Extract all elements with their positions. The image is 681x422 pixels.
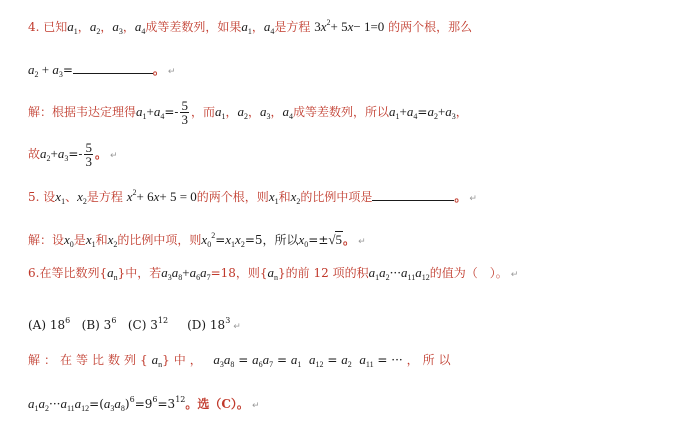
q5-period: 。: [454, 190, 467, 204]
q5-text: 设: [43, 190, 56, 204]
q4-sol-period: 。: [94, 147, 107, 161]
q5-text-3: 的两个根，则: [196, 190, 269, 204]
q6-sol-text-2: }中，: [162, 353, 206, 367]
q4-blank-eq: =: [62, 63, 73, 77]
q6-final-line: $a_1a_2\cdot\cdot\cdot a_{11}a_{12}=(a_3a_8)^6=9^6=3^{12}$。选（C）。 ↵: [28, 395, 260, 413]
q4-text-2: 成等差数列，如果: [145, 20, 242, 34]
q6-eq: =18，则{: [210, 266, 268, 280]
sqrt-5: 5: [335, 232, 343, 247]
q6-text-3: }的前 12 项的积: [278, 266, 369, 280]
q4-solution-line: 解：根据韦达定理得$a_1+a_4=-$ $\frac{5}{3}$ ，而$a_1$，$a_2$，$a_3$，$a_4$成等差数列，所以$a_1+a_4=a_2+a_3$，: [28, 98, 468, 127]
q5-line: 5. 设$x_1$、$x_2$是方程 $x^2+ 6x+ 5 = 0$的两个根，则$x_1$和$x_2$的比例中项是 。 ↵: [28, 188, 477, 206]
paragraph-mark-icon: ↵: [109, 151, 118, 161]
q4-text-4: 的两个根，那么: [388, 20, 473, 34]
q4-blank-line: $a_2 + a_3=$ 。 ↵: [28, 62, 176, 79]
option-d[interactable]: (D) $18^3$: [187, 316, 231, 332]
q5-eq2: + 5 = 0: [159, 189, 197, 204]
q4-sol-text-2: ，而: [190, 105, 215, 119]
q6-text-2: }中，若: [117, 266, 162, 280]
paragraph-mark-icon: ↵: [510, 270, 519, 280]
q5-sol-text-2: 是: [73, 233, 86, 247]
q4-eq-const: + 5: [330, 19, 348, 34]
q4-sol-text-3: 成等差数列，所以: [293, 105, 390, 119]
option-c[interactable]: (C) $3^{12}$: [127, 316, 169, 332]
paragraph-mark-icon: ↵: [469, 194, 477, 204]
q5-sol-eq2: =±: [308, 233, 329, 247]
fraction-5-3-b: $\frac{5}{3}$: [85, 140, 92, 169]
option-a[interactable]: (A) $18^6$: [28, 316, 71, 332]
q4-eq-tail: − 1=0: [353, 19, 385, 34]
q4-conclusion-text: 故: [28, 147, 41, 161]
option-b[interactable]: (B) $3^6$: [81, 316, 117, 332]
q5-solution-line: 解：设$x_0$是$x_1$和$x_2$的比例中项，则$x_0^2=x_1x_2=5$，所以$x_0=\pm√5$。 ↵: [28, 231, 366, 249]
q4-sol-neg: =-: [164, 105, 179, 119]
q6-sol-ellipsis: ···: [391, 353, 403, 367]
q5-text-5: 的比例中项是: [300, 190, 373, 204]
q5-text-4: 和: [278, 190, 291, 204]
q6-text-4: 的值为（ ）。: [429, 266, 508, 280]
q6-solution-text: 解：在等比数列{: [28, 353, 152, 367]
q4-number: 4.: [28, 20, 40, 34]
q6-text: 6.在等比数列{: [28, 266, 108, 280]
q5-sol-eq1: =5，所以: [244, 233, 299, 247]
paragraph-mark-icon: ↵: [233, 322, 241, 332]
answer-blank[interactable]: [73, 61, 153, 74]
paragraph-mark-icon: ↵: [358, 237, 366, 247]
q5-solution-text: 解：设: [28, 233, 65, 247]
q6-solution-line: 解：在等比数列$\{a_n\}$中， $a_3a_8 = a_6a_7 = a_1$ $a_{12} = a_2$ $a_{11}$ = ··· ，所以: [28, 352, 455, 369]
q6-sol-text-3: ，所以: [406, 353, 455, 367]
fraction-5-3: $\frac{5}{3}$: [181, 98, 188, 127]
q4-text-3: 是方程: [274, 20, 311, 34]
q4-conclusion-line: 故$a_2+a_3=-$ $\frac{5}{3}$ 。 ↵: [28, 140, 118, 169]
paragraph-mark-icon: ↵: [167, 67, 176, 77]
q5-text-2: 是方程: [86, 190, 123, 204]
answer-blank[interactable]: [372, 188, 454, 201]
q5-sol-text-3: 的比例中项，则: [117, 233, 202, 247]
paragraph-mark-icon: ↵: [251, 401, 260, 411]
q4-text: 已知: [43, 20, 68, 34]
q4-solution-text: 解：根据韦达定理得: [28, 105, 137, 119]
q4-line: 4. 已知$a_1$，$a_2$，$a_3$，$a_4$成等差数列，如果$a_1$，$a_4$是方程 $3x^2+ 5x- 1=0$ 的两个根，那么: [28, 18, 473, 36]
q5-eq: + 6: [136, 189, 154, 204]
q6-final-answer: 。选（C）。: [185, 397, 249, 411]
q5-number: 5.: [28, 190, 40, 204]
q6-line: 6.在等比数列$\{a_n\}$中，若$a_3a_8+a_6a_7=18$，则$\{a_n\}$的前 12 项的积$a_1a_2\cdot\cdot\cdot a_{11}a_{12}$的值为（ ）。 ↵: [28, 265, 519, 282]
q6-options-line: [28, 313, 241, 335]
q5-sol-period: 。: [343, 233, 356, 247]
